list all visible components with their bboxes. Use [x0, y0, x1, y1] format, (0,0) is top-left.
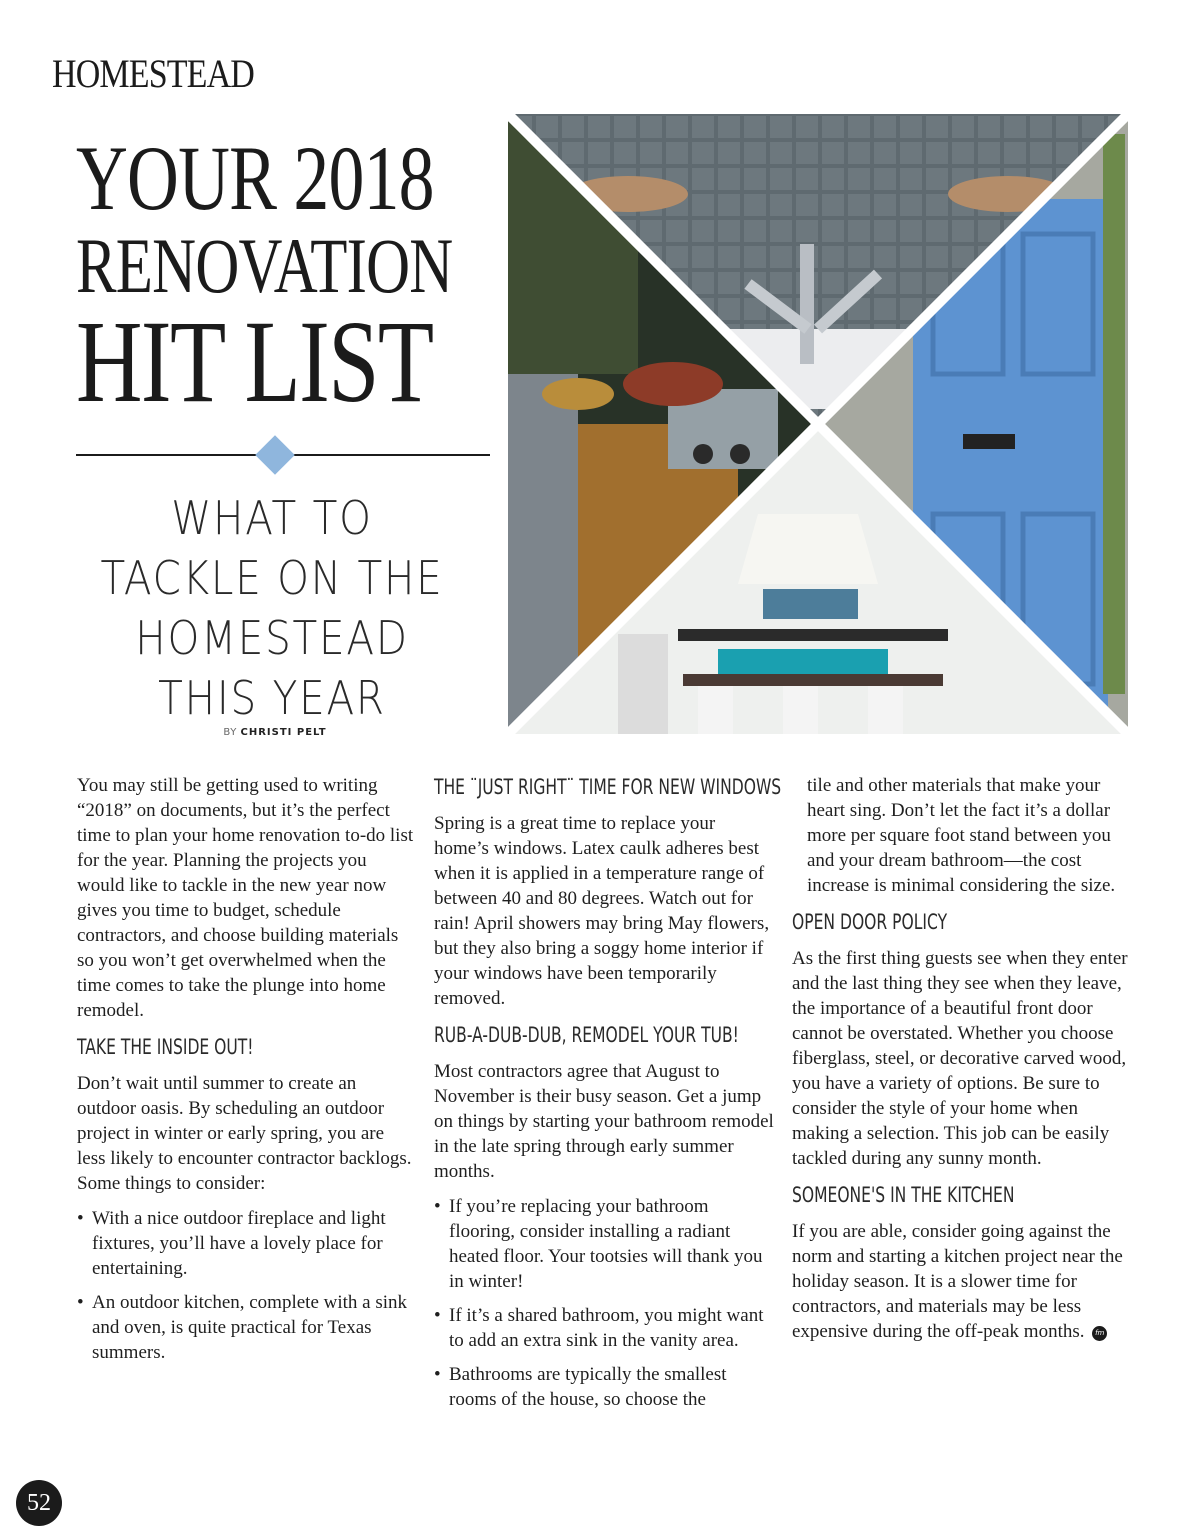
list-item: • If you’re replacing your bathroom flooring, consider installing a radiant heated floor. Your tootsies will thank you in winter! [434, 1194, 774, 1294]
body-paragraph [792, 1219, 1132, 1344]
diamond-ornament-icon [255, 435, 295, 475]
bullet-list [77, 1206, 417, 1365]
byline-author: CHRISTI PELT [240, 727, 327, 738]
section-heading-outdoor: TAKE THE INSIDE OUT! [77, 1035, 254, 1059]
photo-collage [508, 114, 1128, 734]
byline [76, 727, 474, 738]
body-paragraph: Most contractors agree that August to November is their busy season. Get a jump on things by starting your bathroom remodel in the late spring through early summer months. [434, 1061, 774, 1182]
section-label: HOMESTEAD [52, 51, 255, 96]
subtitle-line: TACKLE ON THE [100, 551, 444, 605]
section-heading-windows: THE ¨JUST RIGHT¨ TIME FOR NEW WINDOWS [434, 775, 782, 799]
article-subtitle [70, 488, 474, 728]
title-line-3: HIT LIST [76, 296, 433, 427]
section-heading-bathroom: RUB-A-DUB-DUB, REMODEL YOUR TUB! [434, 1023, 739, 1047]
continued-paragraph: tile and other materials that make your heart sing. Don’t let the fact it’s a dollar more per square foot stand between you and your dream bathroom—the cost increase is minimal considering the size. [807, 775, 1116, 896]
intro-paragraph: You may still be getting used to writing “2018” on documents, but it’s the perfect time to plan your home renovation to-do list for the year. Planning the projects you would like to tackle in the new year now gives you time to budget, schedule contractors, and choose building materials so you won’t get overwhelmed when the time comes to take the plunge into home remodel. [77, 775, 414, 1021]
section-heading-door: OPEN DOOR POLICY [792, 910, 948, 934]
title-line-2: RENOVATION [76, 222, 453, 309]
article-column-3 [792, 773, 1132, 1354]
list-item: • If it’s a shared bathroom, you might want to add an extra sink in the vanity area. [434, 1303, 774, 1353]
body-paragraph: Spring is a great time to replace your home’s windows. Latex caulk adheres best when it is applied in a temperature range of between 40 and 80 degrees. Watch out for rain! April showers may bring May flowers, but they also bring a soggy home interior if your windows have been temporarily removed. [434, 813, 770, 1009]
article-title [76, 127, 516, 427]
title-line-1: YOUR 2018 [76, 127, 434, 229]
bullet-list [434, 1194, 774, 1412]
section-heading-kitchen: SOMEONE'S IN THE KITCHEN [792, 1183, 1015, 1207]
subtitle-line: HOMESTEAD [135, 611, 409, 665]
article-column-2 [434, 773, 782, 1421]
subtitle-line: THIS YEAR [158, 671, 386, 725]
body-paragraph: As the first thing guests see when they enter and the last thing they see when they leave, the importance of a beautiful front door cannot be overstated. Whether you choose fiberglass, steel, or decorative carved wood, you have a variety of options. Be sure to consider the style of your home when making a selection. This job can be easily tackled during any sunny month. [792, 948, 1128, 1169]
list-item: • Bathrooms are typically the smallest rooms of the house, so choose the [434, 1362, 774, 1412]
list-item: • With a nice outdoor fireplace and light fixtures, you’ll have a lovely place for entertaining. [77, 1206, 417, 1281]
page-number: 52 [16, 1480, 62, 1526]
article-column-1 [77, 773, 417, 1374]
byline-prefix: BY [223, 727, 237, 738]
end-mark-icon: fm [1092, 1326, 1107, 1341]
list-item: • An outdoor kitchen, complete with a sink and oven, is quite practical for Texas summers. [77, 1290, 417, 1365]
kitchen-paragraph-text: If you are able, consider going against the norm and starting a kitchen project near the holiday season. It is a slower time for contractors, and materials may be less expensive during the off-peak months. [792, 1221, 1123, 1342]
body-paragraph: Don’t wait until summer to create an outdoor oasis. By scheduling an outdoor project in winter or early spring, you are less likely to encounter contractor backlogs. Some things to consider: [77, 1073, 412, 1194]
subtitle-line: WHAT TO [171, 491, 373, 545]
